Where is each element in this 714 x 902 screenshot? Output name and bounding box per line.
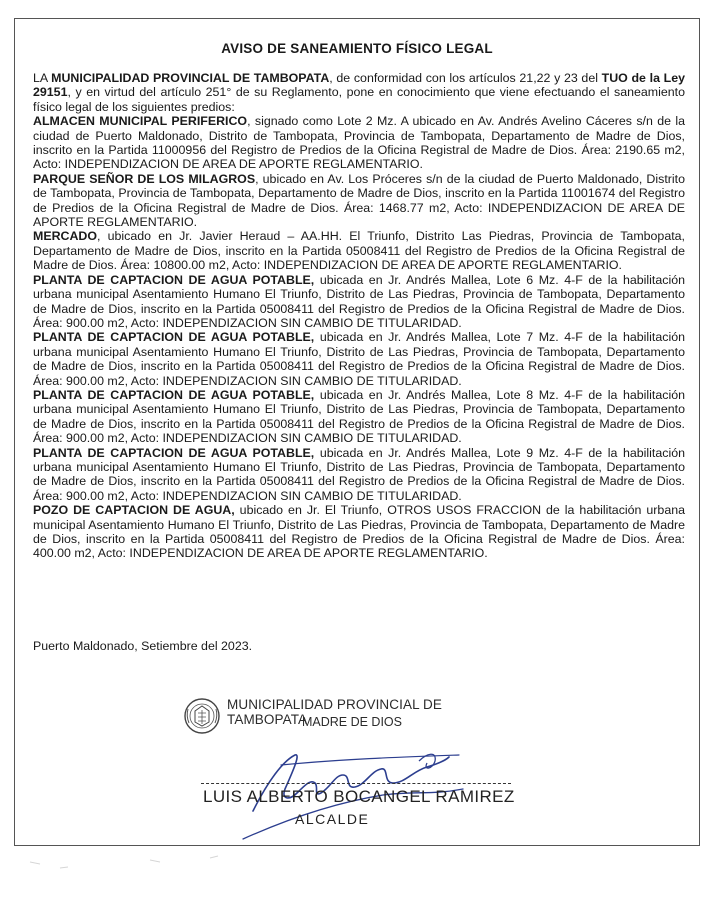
place-date: Puerto Maldonado, Setiembre del 2023. [33, 639, 253, 653]
property-text: ubicada en Jr. Andrés Mallea, Lote 8 Mz. 4-F de la habilitación urbana municipal Asentamiento Humano El Triunfo, Distrito de Las Piedras, Provincia de Tambopata, Departamento de Madre de Dios, inscrito en la Partida 05008411 del Registro de Predios de la Oficina Registral de Madre de Dios. Área: 900.00 m2, Acto: INDEPENDIZACION SIN CAMBIO DE TITULARIDAD. [33, 387, 685, 446]
property-text: , signado como Lote 2 Mz. A ubicado en Av. Andrés Avelino Cáceres s/n de la ciudad de Puerto Maldonado, Distrito de Tambopata, Provincia de Tambopata, Departamento de Madre de Dios, inscrito en la Partida 11000956 del Registro de Predios de la Oficina Registral de Madre de Dios. Área: 2190.65 m2, Acto: INDEPENDIZACION DE AREA DE APORTE REGLAMENTARIO. [33, 114, 686, 172]
property-name: ALMACEN MUNICIPAL PERIFERICO [33, 114, 248, 129]
property-name: PLANTA DE CAPTACION DE AGUA POTABLE, [33, 445, 315, 460]
property-item [33, 446, 685, 504]
property-item [33, 229, 685, 272]
signature-block [183, 691, 523, 851]
legal-notice [14, 18, 700, 846]
law-reference: TUO de la Ley 29151 [33, 71, 685, 100]
signer-name: LUIS ALBERTO BOCANGEL RAMIREZ [203, 787, 515, 806]
notice-body [33, 71, 685, 561]
property-name: MERCADO [33, 229, 98, 244]
notice-title: AVISO DE SANEAMIENTO FÍSICO LEGAL [221, 41, 493, 56]
intro-post: , y en virtud del artículo 251° de su Reglamento, pone en conocimiento que viene efectuando el saneamiento físico legal de los siguientes predios: [33, 85, 685, 114]
signer-role: ALCALDE [295, 811, 370, 827]
property-text: ubicada en Jr. Andrés Mallea, Lote 9 Mz. 4-F de la habilitación urbana municipal Asentamiento Humano El Triunfo, Distrito de Las Piedras, Provincia de Tambopata, Departamento de Madre de Dios, inscrito en la Partida 05008411 del Registro de Predios de la Oficina Registral de Madre de Dios. Área: 900.00 m2, Acto: INDEPENDIZACION SIN CAMBIO DE TITULARIDAD. [33, 445, 685, 503]
property-text: ubicada en Jr. Andrés Mallea, Lote 6 Mz. 4-F de la habilitación urbana municipal Asentamiento Humano El Triunfo, Distrito de Las Piedras, Provincia de Tambopata, Departamento de Madre de Dios, inscrito en la Partida 05008411 del Registro de Predios de la Oficina Registral de Madre de Dios. Área: 900.00 m2, Acto: INDEPENDIZACION SIN CAMBIO DE TITULARIDAD. [33, 272, 685, 330]
property-name: PLANTA DE CAPTACION DE AGUA POTABLE, [33, 330, 315, 345]
intro-pre: LA [33, 71, 52, 85]
property-name: PLANTA DE CAPTACION DE AGUA POTABLE, [33, 387, 315, 402]
property-text: ubicada en Jr. Andrés Mallea, Lote 7 Mz. 4-F de la habilitación urbana municipal Asentamiento Humano El Triunfo, Distrito de Las Piedras, Provincia de Tambopata, Departamento de Madre de Dios, inscrito en la Partida 05008411 del Registro de Predios de la Oficina Registral de Madre de Dios. Área: 900.00 m2, Acto: INDEPENDIZACION SIN CAMBIO DE TITULARIDAD. [33, 330, 685, 388]
property-text: ubicado en Jr. El Triunfo, OTROS USOS FRACCION de la habilitación urbana municipal Asentamiento Humano El Triunfo, Distrito de Las Piedras, Provincia de Tambopata, Departamento de Madre de Dios, inscrito en la Partida 05008411 del Registro de Predios de la Oficina Registral de Madre de Dios. Área: 400.00 m2, Acto: INDEPENDIZACION DE AREA DE APORTE REGLAMENTARIO. [33, 503, 685, 561]
property-item [33, 503, 685, 561]
property-name: PARQUE SEÑOR DE LOS MILAGROS [33, 171, 256, 186]
property-item [33, 114, 685, 172]
property-item [33, 172, 685, 230]
intro-paragraph [33, 71, 685, 114]
property-item [33, 388, 685, 446]
intro-mid: , de conformidad con los artículos 21,22 y 23 del [329, 71, 602, 85]
municipality-region: MADRE DE DIOS [301, 715, 402, 729]
entity-name: MUNICIPALIDAD PROVINCIAL DE TAMBOPATA [51, 71, 330, 85]
property-item [33, 330, 685, 388]
property-name: POZO DE CAPTACION DE AGUA, [33, 503, 235, 518]
property-text: , ubicado en Jr. Javier Heraud – AA.HH. El Triunfo, Distrito Las Piedras, Provincia de Tambopata, Departamento de Madre de Dios, inscrito en la Partida 05008411 del Registro de Predios de la Oficina Registral de Madre de Dios. Área: 10800.00 m2, Acto: INDEPENDIZACION DE AREA DE APORTE REGLAMENTARIO. [33, 229, 685, 273]
signature-line [201, 783, 511, 784]
municipality-name: MUNICIPALIDAD PROVINCIAL DE TAMBOPATA [227, 697, 442, 727]
property-text: , ubicado en Av. Los Próceres s/n de la ciudad de Puerto Maldonado, Distrito de Tambopata, Provincia de Tambopata, Departamento de Madre de Dios, inscrito en la Partida 11001674 del Registro de Predios de la Oficina Registral de Madre de Dios. Área: 1468.77 m2, Acto: INDEPENDIZACION DE AREA DE APORTE REGLAMENTARIO. [33, 171, 685, 230]
property-name: PLANTA DE CAPTACION DE AGUA POTABLE, [33, 272, 315, 287]
property-item [33, 273, 685, 331]
paper-smudge [0, 840, 714, 900]
municipal-seal-icon [183, 697, 221, 735]
